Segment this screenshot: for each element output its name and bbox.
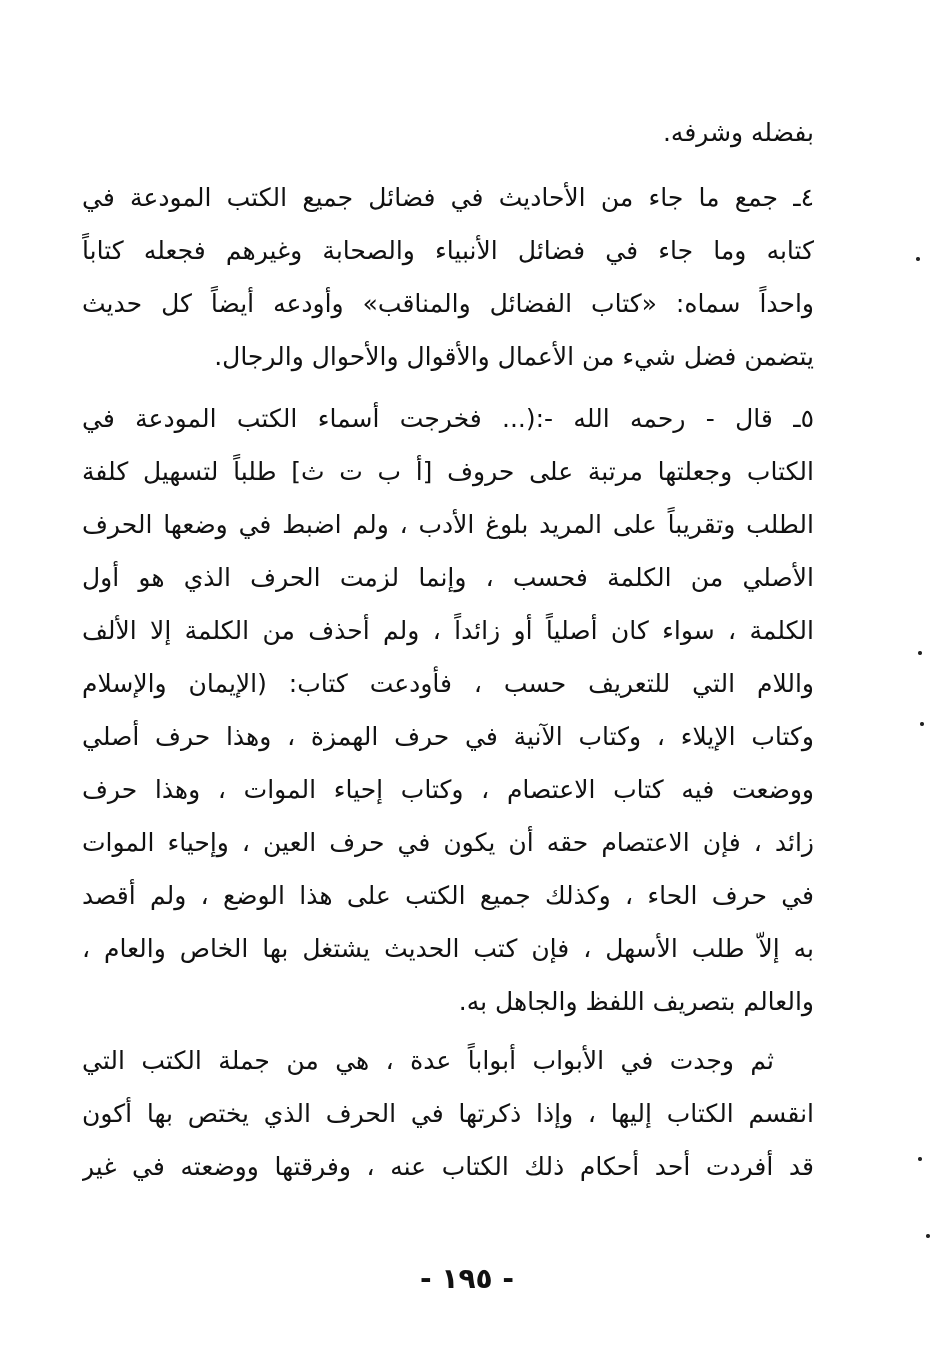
scan-speck [918,651,922,655]
text-line: الكتاب وجعلتها مرتبة على حروف [أ ب ت ث] طلباً لتسهيل كلفة [82,457,814,486]
text-line: في حرف الحاء ، وكذلك جميع الكتب على هذا الوضع ، ولم أقصد [82,881,814,910]
scan-speck [916,257,920,261]
text-line: والعالم بتصريف اللفظ والجاهل به. [458,987,814,1016]
text-line: واللام التي للتعريف حسب ، فأودعت كتاب: (الإيمان والإسلام [82,669,814,698]
paragraph-6 [82,1034,814,1193]
paragraph-5 [82,392,814,1028]
text-line: ووضعت فيه كتاب الاعتصام ، وكتاب إحياء الموات ، وهذا حرف [82,775,814,804]
text-line: الأصلي من الكلمة فحسب ، وإنما لزمت الحرف الذي هو أول [82,563,814,592]
text-line: كتابه وما جاء في فضائل الأنبياء والصحابة وغيرهم فجعله كتاباً [82,236,814,265]
text-line: وكتاب الإيلاء ، وكتاب الآنية في حرف الهمزة ، وهذا حرف أصلي [82,722,814,751]
scan-speck [920,722,924,726]
text-line: الكلمة ، سواء كان أصلياً أو زائداً ، ولم أحذف من الكلمة إلا الألف [82,616,814,645]
scan-speck [926,1234,930,1238]
text-line: قد أفردت أحد أحكام ذلك الكتاب عنه ، وفرقتها ووضعته في غير [82,1152,814,1181]
text-line: انقسم الكتاب إليها ، وإذا ذكرتها في الحرف الذي يختص بها أكون [82,1099,814,1128]
text-line: واحداً سماه: «كتاب الفضائل والمناقب» وأودعه أيضاً كل حديث [82,289,814,318]
text-line: ٤ـ جمع ما جاء من الأحاديث في فضائل جميع الكتب المودعة في [82,183,814,212]
text-line: يتضمن فضل شيء من الأعمال والأقوال والأحوال والرجال. [214,342,814,371]
text-line: ثم وجدت في الأبواب أبواباً عدة ، هي من جملة الكتب التي [82,1046,774,1075]
text-line: ٥ـ قال - رحمه الله -:(... فخرجت أسماء الكتب المودعة في [82,404,814,433]
text-line: الطلب وتقريباً على المريد بلوغ الأدب ، ولم اضبط في وضعها الحرف [82,510,814,539]
intro-fragment [82,106,814,159]
text-line: زائد ، فإن الاعتصام حقه أن يكون في حرف العين ، وإحياء الموات [82,828,814,857]
text-line: بفضله وشرفه. [662,118,814,147]
page-number: - ١٩٥ - [419,1262,515,1295]
scan-speck [918,1157,922,1161]
text-line: به إلاّ طلب الأسهل ، فإن كتب الحديث يشتغل بها الخاص والعام ، [82,934,814,963]
paragraph-4 [82,171,814,383]
